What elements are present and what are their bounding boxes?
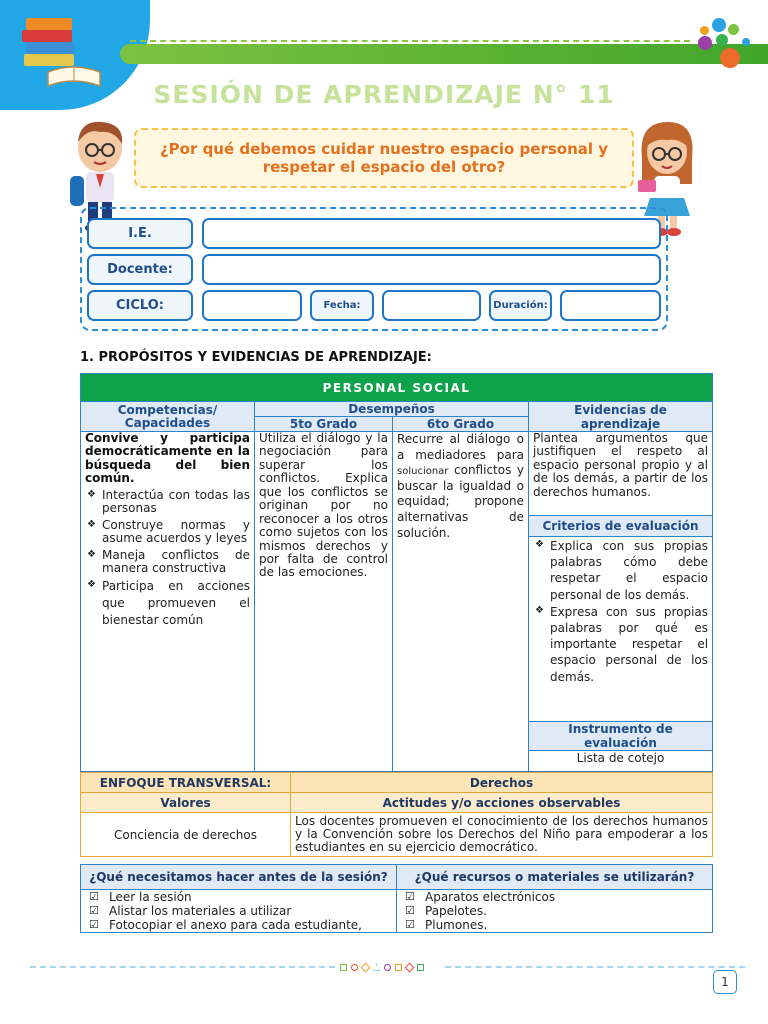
evidencias-header: Evidencias de aprendizaje [529, 402, 713, 432]
instrumento-header: Instrumento de evaluación [529, 722, 713, 751]
desempeno-6-part-a: Recurre al diálogo o a mediadores para [397, 432, 524, 462]
session-question: ¿Por qué debemos cuidar nuestro espacio personal y respetar el espacio del otro? [159, 140, 609, 176]
enfoque-value: Derechos [291, 773, 713, 793]
antes-list [85, 890, 392, 932]
ie-field[interactable] [202, 218, 661, 249]
desempeno-6-small: solucionar [397, 466, 449, 478]
docente-label: Docente: [87, 254, 193, 285]
instrumento-value: Lista de cotejo [529, 751, 713, 772]
criterio-item: ❖ Expresa con sus propias palabras por qué es importante respetar el espacio personal de los demás. [533, 604, 708, 685]
desempenos-header: Desempeños [255, 402, 529, 417]
enfoque-table [80, 772, 713, 857]
antes-header: ¿Qué necesitamos hacer antes de la sesión? [81, 865, 397, 890]
recurso-item: ☑ Papelotes. [401, 904, 708, 918]
grado5-header: 5to Grado [255, 417, 393, 432]
session-question-box [134, 128, 634, 188]
duracion-label: Duración: [489, 290, 552, 321]
ciclo-label: CICLO: [87, 290, 193, 321]
capacidad-item: ❖ Interactúa con todas las personas [85, 489, 250, 516]
antes-item: ☑ Leer la sesión [85, 890, 392, 904]
duracion-field[interactable] [560, 290, 661, 321]
enfoque-label: ENFOQUE TRANSVERSAL: [81, 773, 291, 793]
criterio-item: ❖ Explica con sus propias palabras cómo debe respetar el espacio personal de los demás. [533, 538, 708, 603]
fecha-field[interactable] [382, 290, 481, 321]
capacidad-item: ❖ Construye normas y asume acuerdos y leyes [85, 519, 250, 546]
competencias-cell [81, 432, 255, 772]
docente-field[interactable] [202, 254, 661, 285]
grado6-header: 6to Grado [393, 417, 529, 432]
recurso-item: ☑ Aparatos electrónicos [401, 890, 708, 904]
criterios-header: Criterios de evaluación [529, 516, 713, 537]
header-green-bar [120, 44, 768, 64]
page-number: 1 [713, 970, 737, 994]
criterios-list [533, 538, 708, 685]
capacidades-list [85, 489, 250, 629]
antes-item: ☑ Fotocopiar el anexo para cada estudiante, [85, 918, 392, 932]
antes-cell [81, 890, 397, 933]
criterios-cell [529, 537, 713, 722]
footer-dashed-line-right [445, 966, 745, 968]
recursos-list [401, 890, 708, 932]
desempeno-5-cell [255, 432, 393, 772]
capacidad-item: ❖ Maneja conflictos de manera constructiva [85, 549, 250, 576]
actitudes-header: Actitudes y/o acciones observables [291, 793, 713, 813]
competencia-text: Convive y participa democráticamente en la búsqueda del bien común. [85, 431, 250, 486]
ciclo-field[interactable] [202, 290, 302, 321]
fecha-label: Fecha: [310, 290, 374, 321]
valor-cell: Conciencia de derechos [81, 813, 291, 857]
section-heading-propositos: 1. PROPÓSITOS Y EVIDENCIAS DE APRENDIZAJE: [80, 350, 432, 365]
preparacion-table [80, 864, 713, 933]
recursos-header: ¿Qué recursos o materiales se utilizarán? [397, 865, 713, 890]
desempeno-6-cell [393, 432, 529, 772]
decorative-dots [698, 14, 758, 74]
area-header: PERSONAL SOCIAL [81, 374, 713, 402]
antes-item: ☑ Alistar los materiales a utilizar [85, 904, 392, 918]
valores-header: Valores [81, 793, 291, 813]
header-dashed-line [130, 40, 690, 42]
recurso-item: ☑ Plumones. [401, 918, 708, 932]
desempeno-5-text: Utiliza el diálogo y la negociación para superar los conflictos. Explica que los conflictos se originan por no reconocer a los otros como sujetos con los mismos derechos y por falta de control de las emociones. [259, 431, 388, 580]
evidencia-text: Plantea argumentos que justifiquen el respeto al espacio personal propio y al de los demás, a partir de los derechos humanos. [533, 431, 709, 499]
desempeno-6-text [397, 432, 524, 541]
propositos-table [80, 373, 713, 772]
capacidad-item: ❖ Participa en acciones que promueven el bienestar común [85, 578, 250, 628]
recursos-cell [397, 890, 713, 933]
footer-dashed-line-left [30, 966, 335, 968]
evidencia-cell [529, 432, 713, 516]
ie-label: I.E. [87, 218, 193, 249]
competencias-header: Competencias/ Capacidades [81, 402, 255, 432]
page-title: SESIÓN DE APRENDIZAJE N° 11 [153, 80, 615, 109]
footer-shapes [340, 961, 440, 973]
desempeno-6-part-b: conflictos y buscar la igualdad o equidad; propone alternativas de solución. [397, 463, 524, 540]
actitud-cell: Los docentes promueven el conocimiento de los derechos humanos y la Convención sobre los Derechos del Niño para empoderar a los estudiantes en su ejercicio democrático. [291, 813, 713, 857]
